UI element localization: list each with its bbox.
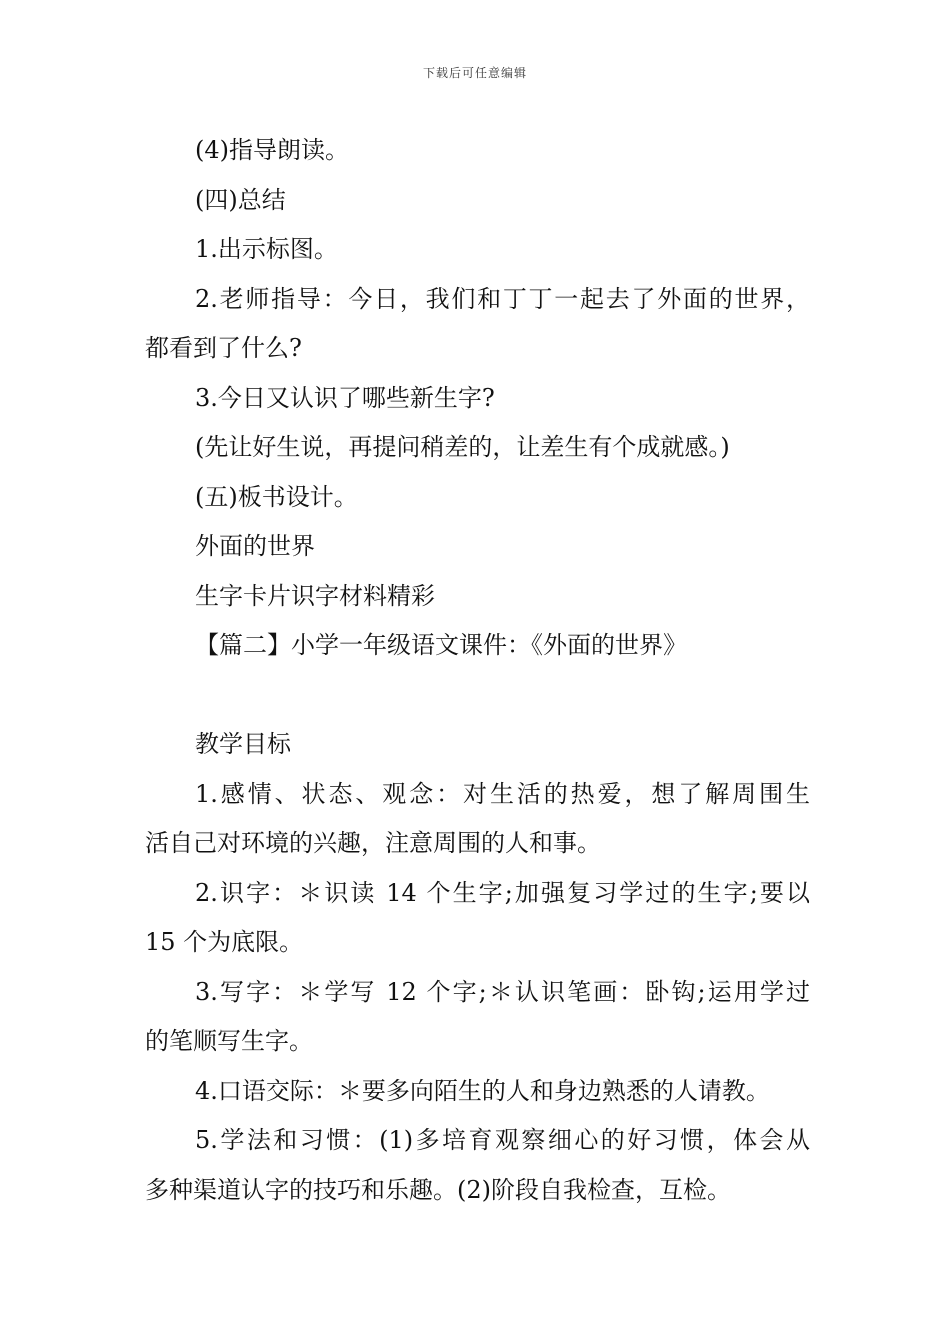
text-line: 活自己对环境的兴趣，注意周围的人和事。 <box>145 829 601 857</box>
text-line: 生字卡片识字材料精彩 <box>195 581 435 610</box>
spacer <box>145 671 810 721</box>
text-line: (先让好生说，再提问稍差的，让差生有个成就感。) <box>195 433 730 461</box>
text-line: 4.口语交际：＊要多向陌生的人和身边熟悉的人请教。 <box>195 1076 770 1105</box>
text-line: 1.感情、状态、观念：对生活的热爱，想了解周围生 <box>195 779 810 808</box>
text-line: 2.识字：＊识读 14 个生字;加强复习学过的生字;要以 <box>195 878 810 907</box>
text-line: 3.今日又认识了哪些新生字? <box>195 383 495 412</box>
text-line: 都看到了什么? <box>145 334 302 362</box>
text-line: 2.老师指导：今日，我们和丁丁一起去了外面的世界， <box>195 284 810 313</box>
section-heading: (五)板书设计。 <box>195 482 358 511</box>
article-title: 【篇二】小学一年级语文课件：《外面的世界》 <box>195 631 687 659</box>
text-line: 1.出示标图。 <box>195 235 338 263</box>
text-line: (4)指导朗读。 <box>195 136 349 164</box>
section-heading: 教学目标 <box>195 730 291 758</box>
text-line: 的笔顺写生字。 <box>145 1027 313 1055</box>
text-line: 3.写字：＊学写 12 个字;＊认识笔画：卧钩;运用学过 <box>195 977 810 1006</box>
text-line: 多种渠道认字的技巧和乐趣。(2)阶段自我检查，互检。 <box>145 1175 731 1204</box>
text-line: 外面的世界 <box>195 532 315 560</box>
text-line: 5.学法和习惯：(1)多培育观察细心的好习惯，体会从 <box>195 1126 810 1154</box>
page-header: 下载后可任意编辑 <box>422 66 527 80</box>
section-heading: (四)总结 <box>195 185 286 214</box>
document-body <box>145 126 810 1215</box>
text-line: 15 个为底限。 <box>145 928 304 956</box>
